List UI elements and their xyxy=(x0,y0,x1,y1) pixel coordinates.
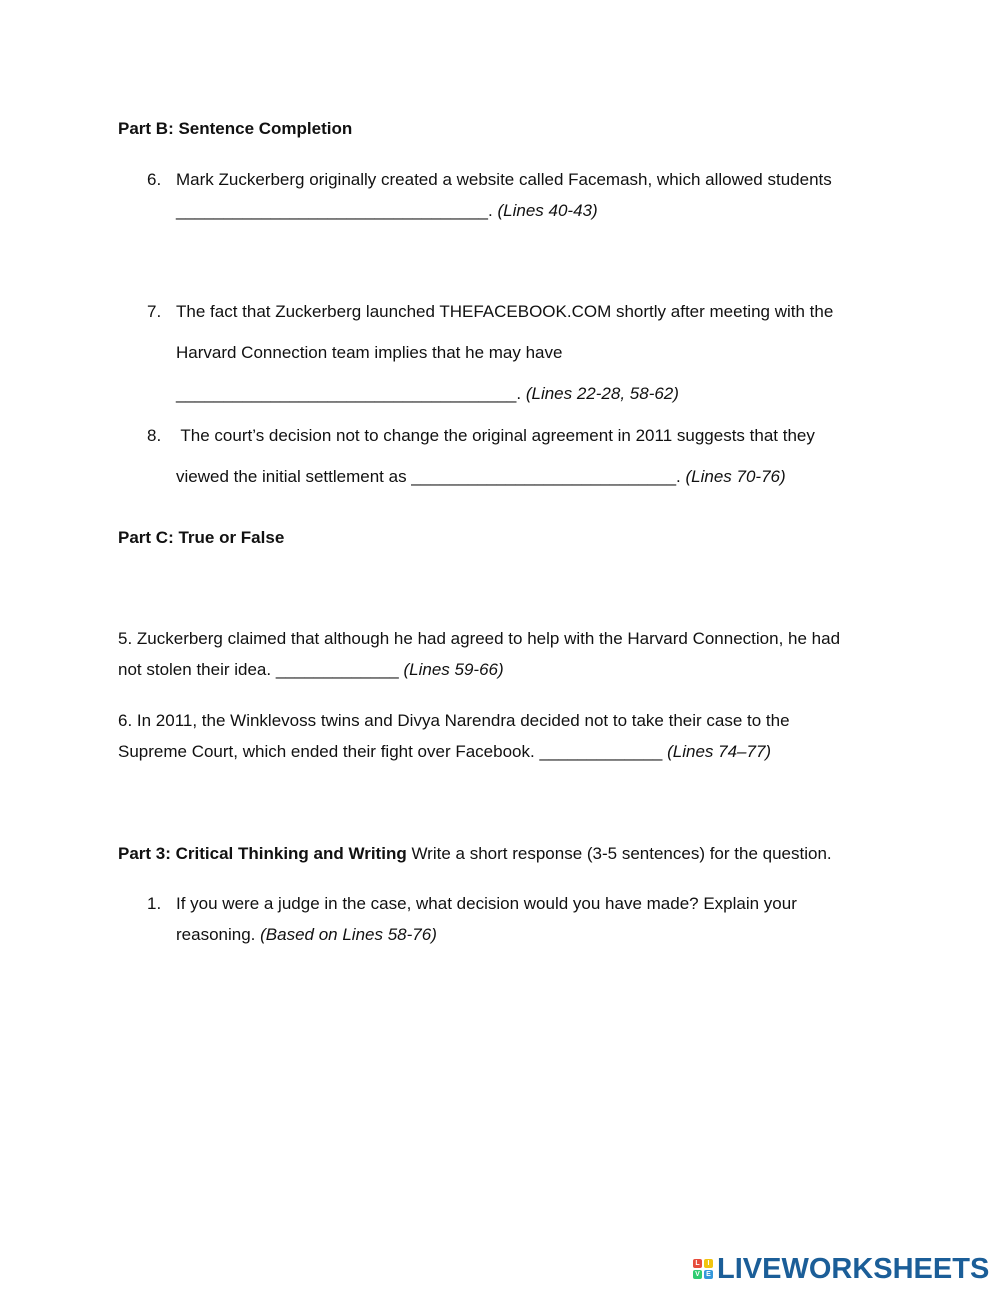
logo-grid-icon xyxy=(693,1259,713,1279)
line-reference: (Lines 70-76) xyxy=(685,467,786,486)
answer-blank[interactable]: ____________________________. xyxy=(411,467,681,486)
question-text: not stolen their idea. xyxy=(118,660,276,679)
part-b-heading: Part B: Sentence Completion xyxy=(118,119,353,138)
line-reference: (Lines 22-28, 58-62) xyxy=(525,384,679,403)
question-text: Supreme Court, which ended their fight over Facebook. xyxy=(118,742,540,761)
answer-blank[interactable]: _________________________________. xyxy=(176,201,493,220)
question-text: 5. Zuckerberg claimed that although he had agreed to help with the Harvard Connection, he had xyxy=(118,629,841,648)
line-reference: (Based on Lines 58-76) xyxy=(260,925,437,944)
liveworksheets-logo xyxy=(693,1254,989,1284)
line-reference: (Lines 74–77) xyxy=(667,742,772,761)
question-line xyxy=(176,201,598,221)
line-reference: (Lines 59-66) xyxy=(403,660,504,679)
question-line xyxy=(176,467,786,487)
logo-tile: V xyxy=(693,1270,702,1279)
answer-blank[interactable]: _____________ xyxy=(539,742,663,761)
question-text: Mark Zuckerberg originally created a website called Facemash, which allowed students xyxy=(176,170,832,189)
question-line xyxy=(118,742,771,762)
question-number: 1. xyxy=(147,894,162,913)
question-line xyxy=(176,925,437,945)
question-text: Harvard Connection team implies that he may have xyxy=(176,343,563,362)
part-3-instruction: Write a short response (3-5 sentences) for the question. xyxy=(406,844,832,863)
question-line xyxy=(118,660,504,680)
question-text: 6. In 2011, the Winklevoss twins and Divya Narendra decided not to take their case to the xyxy=(118,711,790,730)
logo-wordmark: LIVEWORKSHEETS xyxy=(717,1252,990,1285)
answer-blank[interactable]: _____________ xyxy=(275,660,399,679)
question-number: 6. xyxy=(147,170,162,189)
part-c-heading: Part C: True or False xyxy=(118,528,285,547)
question-number: 8. xyxy=(147,426,162,445)
question-line xyxy=(176,384,679,404)
line-reference: (Lines 40-43) xyxy=(497,201,598,220)
logo-tile: I xyxy=(704,1259,713,1268)
question-text: reasoning. xyxy=(176,925,261,944)
question-text: viewed the initial settlement as xyxy=(176,467,412,486)
answer-blank[interactable]: ____________________________________. xyxy=(176,384,522,403)
logo-tile: L xyxy=(693,1259,702,1268)
question-text: If you were a judge in the case, what decision would you have made? Explain your xyxy=(176,894,797,913)
part-3-heading-line xyxy=(118,844,832,864)
question-number: 7. xyxy=(147,302,162,321)
part-3-heading: Part 3: Critical Thinking and Writing xyxy=(118,844,407,863)
question-text: The fact that Zuckerberg launched THEFACEBOOK.COM shortly after meeting with the xyxy=(176,302,834,321)
logo-tile: E xyxy=(704,1270,713,1279)
question-text: The court’s decision not to change the original agreement in 2011 suggests that they xyxy=(176,426,815,445)
